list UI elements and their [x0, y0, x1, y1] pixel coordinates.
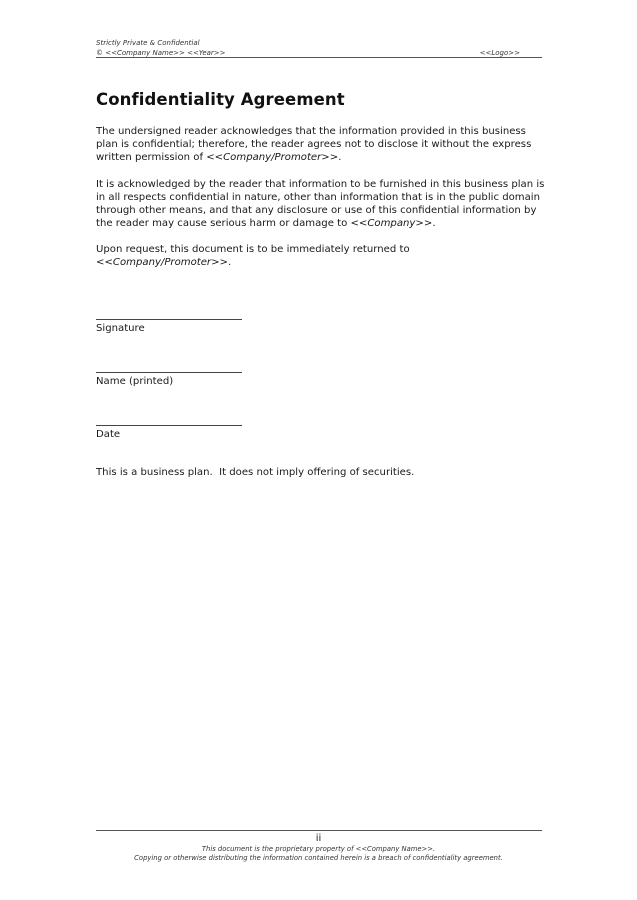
paragraph-confidentiality — [96, 125, 546, 164]
page-number: ii — [315, 833, 322, 844]
header-logo-placeholder: <<Logo>> — [479, 49, 520, 57]
paragraph-end: . — [228, 257, 232, 268]
name-printed-line[interactable] — [96, 372, 242, 373]
page-header — [96, 38, 542, 58]
date-label: Date — [96, 429, 121, 440]
paragraph-acknowledgement — [96, 178, 546, 230]
name-printed-label: Name (printed) — [96, 376, 174, 387]
footer-copying-notice: Copying or otherwise distributing the information contained herein is a breach of confidentiality agreement. — [134, 854, 503, 862]
paragraph-text: The undersigned reader acknowledges that the information provided in this business plan is confidential; therefore, the reader agrees not to disclose it without the express written permission of — [96, 126, 532, 163]
securities-disclaimer: This is a business plan. It does not imply offering of securities. — [96, 467, 415, 478]
footer-divider — [96, 830, 542, 831]
paragraph-end: . — [338, 152, 342, 163]
signature-line[interactable] — [96, 319, 242, 320]
company-promoter-placeholder: <<Company/Promoter>> — [206, 152, 339, 163]
footer-proprietary-notice: This document is the proprietary property of <<Company Name>>. — [201, 845, 436, 853]
company-promoter-placeholder: <<Company/Promoter>> — [96, 257, 228, 268]
header-divider — [96, 57, 542, 58]
paragraph-text: It is acknowledged by the reader that information to be furnished in this business plan is in all respects confidential in nature, other than information that is in the public domain through other means, and that any disclosure or use of this confidential information by the reader may cause serious harm or damage to — [96, 179, 545, 229]
paragraph-end: . — [432, 218, 436, 229]
signature-label: Signature — [96, 323, 145, 334]
header-company-year: © <<Company Name>> <<Year>> — [96, 49, 226, 57]
paragraph-text: Upon request, this document is to be immediately returned to — [96, 244, 410, 255]
header-confidential-label: Strictly Private & Confidential — [96, 39, 200, 47]
document-title: Confidentiality Agreement — [96, 90, 345, 109]
date-line[interactable] — [96, 425, 242, 426]
company-placeholder: <<Company>> — [350, 218, 433, 229]
paragraph-return — [96, 243, 546, 269]
